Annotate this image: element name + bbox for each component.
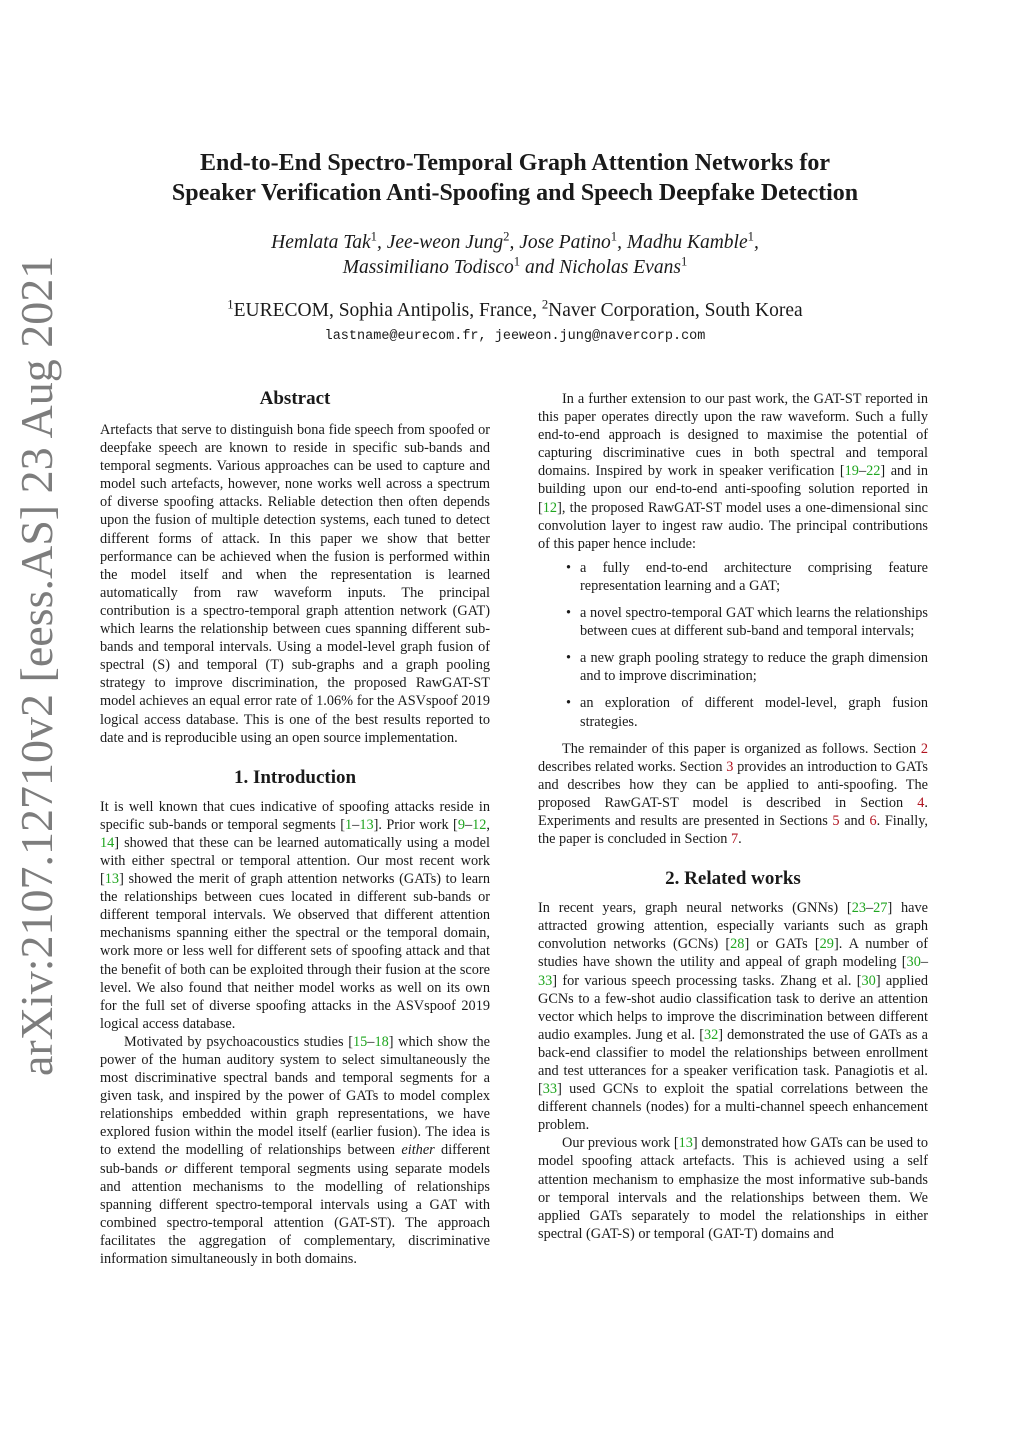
citation-link[interactable]: 27: [873, 900, 888, 917]
citation-link[interactable]: 1: [345, 816, 353, 833]
author-affiliation-mark: 1: [370, 229, 377, 244]
author-emails: lastname@eurecom.fr, jeeweon.jung@navercorp.com: [324, 329, 706, 344]
intro-paragraph-4: The remainder of this paper is organized as follows. Section 2 describes related works. Section 3 provides an introduction to GATs and describes how they can be applied to anti-spoofing. The proposed RawGAT-ST model is described in Section 4. Experiments and results are presented in Sections 5 and 6. Finally, the paper is concluded in Section 7.: [538, 740, 928, 848]
citation-link[interactable]: 9: [457, 816, 465, 833]
author-name: Madhu Kamble: [626, 232, 748, 253]
citation-link[interactable]: 18: [374, 1033, 389, 1050]
contribution-item: • a novel spectro-temporal GAT which learns the relationships between cues at different sub-band and temporal intervals;: [580, 604, 928, 640]
citation-link[interactable]: 33: [542, 1081, 558, 1098]
author-name: Jose Patino: [519, 232, 611, 253]
affiliation-2: Naver Corporation, South Korea: [548, 300, 803, 321]
right-column: [538, 390, 928, 1243]
related-works-heading: 2. Related works: [665, 868, 801, 890]
author-name: Hemlata Tak: [271, 232, 371, 253]
contribution-list: [538, 559, 928, 731]
introduction-heading: 1. Introduction: [233, 766, 357, 788]
citation-link[interactable]: 19: [844, 463, 859, 480]
citation-link[interactable]: 13: [678, 1135, 693, 1152]
contribution-item: • a fully end-to-end architecture comprising feature representation learning and a GAT;: [580, 559, 928, 595]
left-column: [100, 388, 490, 1268]
author-list: [100, 230, 930, 280]
section-reference-link[interactable]: 4: [917, 794, 925, 811]
citation-link[interactable]: 33: [538, 972, 553, 989]
citation-link[interactable]: 30: [906, 954, 921, 971]
author-line-2: Massimiliano Todisco$^1$ and Nicholas Evans$^1$: [342, 254, 688, 278]
citation-link[interactable]: 15: [352, 1033, 368, 1050]
affiliations: [100, 298, 930, 323]
related-paragraph-2: Our previous work [13] demonstrated how GATs can be used to model spoofing attack artefacts. This is achieved using a self attention mechanism to emphasize the most informative sub-bands or temporal intervals and the relationships between them. We applied GATs separately to model the relationships in either spectral (GAT-S) or temporal (GAT-T) domains and: [538, 1135, 928, 1242]
citation-link[interactable]: 12: [472, 816, 487, 833]
section-reference-link[interactable]: 2: [920, 740, 928, 757]
author-affiliation-mark: 1: [680, 254, 688, 269]
abstract-heading: Abstract: [259, 388, 331, 409]
citation-link[interactable]: 22: [866, 463, 881, 480]
citation-link[interactable]: 23: [851, 900, 866, 917]
author-line-1: Hemlata Tak$^1$, Jee-weon Jung$^2$, Jose Patino$^1$, Madhu Kamble$^1$,: [271, 229, 759, 253]
section-reference-link[interactable]: 6: [869, 812, 877, 829]
citation-link[interactable]: 32: [703, 1026, 719, 1043]
title-line-1: End-to-End Spectro-Temporal Graph Attention Networks for: [199, 150, 830, 176]
author-name: Jee-weon Jung: [386, 232, 504, 253]
author-affiliation-mark: 2: [503, 229, 510, 244]
intro-paragraph-3: In a further extension to our past work, the GAT-ST reported in this paper operates directly upon the raw waveform. Such a fully end-to-end approach is designed to maximise the potential of capturing discriminative cues in both spectral and temporal domains. Inspired by work in speaker verification [19–22] and in building upon our end-to-end anti-spoofing solution reported in [12], the proposed RawGAT-ST model uses a one-dimensional sinc convolution layer to ingest raw audio. The principal contributions of this paper hence include:: [538, 391, 928, 552]
author-affiliation-mark: 1: [747, 229, 754, 244]
intro-paragraph-1: It is well known that cues indicative of spoofing attacks reside in specific sub-bands or temporal segments [1–13]. Prior work [9–12, 14] showed that these can be learned automatically using a model with either spectral or temporal attention. Our most recent work [13] showed the merit of graph attention networks (GATs) to learn the relationships between cues located in different sub-bands or different temporal intervals. We observed that different attention mechanisms spanning either the spectral or the temporal domain, work more or less well for different sets of spoofing attack and that the benefit of both can be exploited through their fusion at the score level. We also found that neither model works as well on its own for the full set of diverse spoofing attacks in the ASVspoof 2019 logical access database.: [100, 798, 490, 1032]
citation-link[interactable]: 30: [861, 972, 876, 989]
section-reference-link[interactable]: 3: [726, 758, 734, 775]
citation-link[interactable]: 28: [730, 936, 745, 953]
affiliation-mark: 2: [541, 297, 549, 312]
citation-link[interactable]: 29: [819, 936, 834, 953]
arxiv-margin-label: arXiv:2107.12710v2 [eess.AS] 23 Aug 2021: [11, 255, 62, 1076]
contribution-item: • a new graph pooling strategy to reduce the graph dimension and to improve discrimination;: [580, 649, 928, 685]
affiliation-mark: 1: [227, 297, 234, 312]
title-line-2: Speaker Verification Anti-Spoofing and Speech Deepfake Detection: [171, 180, 859, 206]
section-reference-link[interactable]: 7: [730, 831, 739, 848]
contribution-item: • an exploration of different model-level, graph fusion strategies.: [580, 694, 928, 730]
abstract-text: Artefacts that serve to distinguish bona fide speech from spoofed or deepfake speech are known to reside in specific sub-bands and temporal segments. Various approaches can be used to capture and model such artefacts, however, none works well across a spectrum of diverse spoofing attacks. Reliable detection then often depends upon the fusion of multiple detection systems, each tuned to detect different forms of attack. In this paper we show that better performance can be achieved when the fusion is performed within the model itself and when the representation is learned automatically from raw waveform inputs. The principal contribution is a spectro-temporal graph attention network (GAT) which learns the relationship between cues spanning different sub-bands and temporal intervals. Using a model-level graph fusion of spectral (S) and temporal (T) sub-graphs and a graph pooling strategy to improve discrimination, the proposed RawGAT-ST model achieves an equal error rate of 1.06% for the ASVspoof 2019 logical access database. This is one of the best results reported to date and is reproducible using an open source implementation.: [100, 422, 490, 746]
emphasis-text: either: [401, 1142, 435, 1159]
section-reference-link[interactable]: 5: [832, 812, 840, 829]
related-paragraph-1: In recent years, graph neural networks (GNNs) [23–27] have attracted growing attention, especially variants such as graph convolution networks (GCNs) [28] or GATs [29]. A number of studies have shown the utility and appeal of graph modeling [30–33] for various speech processing tasks. Zhang et al. [30] applied GCNs to a few-shot audio classification task to derive an attention vector which helps to improve the discrimination between different audio examples. Jung et al. [32] demonstrated the use of GATs as a back-end classifier to model the relationships between enrollment and test utterances for a speaker verification task. Panagiotis et al. [33] used GCNs to exploit the spatial correlations between the different channels (nodes) for a multi-channel speech enhancement problem.: [538, 900, 929, 1134]
intro-paragraph-2: Motivated by psychoacoustics studies [15–18] which show the power of the human auditory system to select simultaneously the most discriminative spectral bands and temporal segments for a given task, and inspired by the power of GATs to model complex relationships embedded within graph representations, we have explored fusion within the model itself (earlier fusion). The idea is to extend the modelling of relationships between either different sub-bands or different temporal segments using separate models and attention mechanisms to the modelling of relationships spanning different spectro-temporal intervals using a GAT with combined spectro-temporal attention (GAT-ST). The approach facilitates the aggregation of complementary, discriminative information simultaneously in both domains.: [100, 1033, 491, 1268]
citation-link[interactable]: 13: [359, 816, 374, 833]
citation-link[interactable]: 13: [104, 871, 120, 888]
author-name: Nicholas Evans: [559, 257, 681, 278]
citation-link[interactable]: 12: [542, 499, 558, 516]
citation-link[interactable]: 14: [100, 834, 115, 851]
emphasis-text: or: [164, 1160, 178, 1177]
author-name: Massimiliano Todisco: [342, 257, 514, 278]
affiliation-1: EURECOM, Sophia Antipolis, France,: [233, 300, 542, 321]
author-affiliation-mark: 1: [513, 254, 521, 269]
paper-title: [100, 148, 930, 208]
author-affiliation-mark: 1: [610, 229, 618, 244]
